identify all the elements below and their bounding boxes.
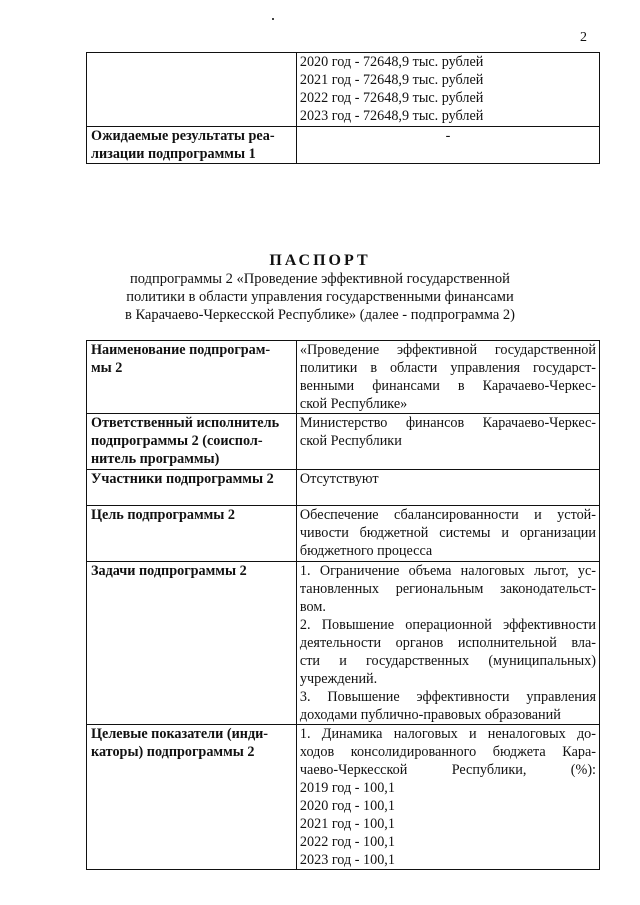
- table-row: [87, 414, 600, 470]
- row-label-line: Участники подпрограммы 2: [91, 471, 274, 487]
- row-value-line: 1. Ограничение объема налоговых льгот, ус-: [299, 563, 596, 579]
- row-label-line: Ответственный исполнитель: [91, 415, 280, 431]
- row-value-line: учреждений.: [299, 671, 378, 687]
- row-value-line: 2. Повышение операционной эффективности: [299, 617, 596, 633]
- passport-subtitle: подпрограммы 2 «Проведение эффективной государственной политики в области управления государственными финансами в Карачаево-Черкесской Республике» (далее - подпрограмма 2): [124, 271, 516, 323]
- row-value-line: тановленных региональным законодательст-: [299, 581, 596, 597]
- row-label-line: нитель программы): [91, 451, 220, 467]
- row-label: [87, 506, 297, 562]
- row-label-line: Цель подпрограммы 2: [91, 507, 236, 523]
- row-value: [296, 470, 599, 506]
- row-value-line: 2019 год - 100,1: [299, 780, 395, 796]
- row-value-line: 3. Повышение эффективности управления: [299, 689, 596, 705]
- row-value-line: чаево-Черкесской Республики, (%):: [299, 762, 596, 778]
- row-value-line: 1. Динамика налоговых и неналоговых до-: [299, 726, 596, 742]
- table-row: [87, 725, 600, 870]
- row-value: [296, 562, 599, 725]
- funding-continuation-table: [86, 52, 600, 164]
- passport-table-body: [87, 341, 600, 870]
- funding-line: 2023 год - 72648,9 тыс. рублей: [299, 108, 484, 124]
- row-value-line: деятельности органов исполнительной вла-: [299, 635, 596, 651]
- row-label: [87, 725, 297, 870]
- passport-table: [86, 340, 600, 870]
- table-row: [87, 53, 600, 127]
- row-label-line: подпрограммы 2 (соиспол-: [91, 433, 263, 449]
- row-label: [87, 414, 297, 470]
- row-label-line: каторы) подпрограммы 2: [91, 744, 255, 760]
- row-label: [87, 562, 297, 725]
- row-value-line: 2022 год - 100,1: [299, 834, 395, 850]
- row-value-line: 2021 год - 100,1: [299, 816, 395, 832]
- row-value-line: Отсутствуют: [299, 471, 379, 487]
- row-label-line: Целевые показатели (инди-: [91, 726, 269, 742]
- row-value-line: ской Республике»: [299, 396, 408, 412]
- row-value-line: ской Республики: [299, 433, 402, 449]
- table-row: [87, 127, 600, 164]
- table-cell-empty: [87, 53, 297, 127]
- row-value-line: ходов консолидированного бюджета Кара-: [299, 744, 596, 760]
- funding-line: 2020 год - 72648,9 тыс. рублей: [299, 54, 484, 70]
- row-value-line: 2020 год - 100,1: [299, 798, 395, 814]
- row-value: [296, 414, 599, 470]
- funding-line: 2022 год - 72648,9 тыс. рублей: [299, 90, 484, 106]
- table-row: [87, 470, 600, 506]
- page-number: 2: [580, 30, 587, 45]
- table-row: [87, 506, 600, 562]
- passport-title: ПАСПОРТ: [269, 252, 371, 269]
- row-value: [296, 506, 599, 562]
- expected-results-value: -: [296, 127, 599, 164]
- row-value-line: чивости бюджетной системы и организации: [299, 525, 596, 541]
- funding-line: 2021 год - 72648,9 тыс. рублей: [299, 72, 484, 88]
- table-row: [87, 341, 600, 414]
- expected-results-label: Ожидаемые результаты реа- лизации подпрограммы 1: [87, 127, 297, 164]
- row-value-line: сти и государственных (муниципальных): [299, 653, 596, 669]
- row-value-line: Министерство финансов Карачаево-Черкес-: [299, 415, 596, 431]
- row-value-line: венными финансами в Карачаево-Черкес-: [299, 378, 596, 394]
- row-value-line: доходами публично-правовых образований: [299, 707, 561, 723]
- funding-lines-cell: [296, 53, 599, 127]
- scan-dot: [272, 18, 274, 20]
- row-label-line: Задачи подпрограммы 2: [91, 563, 247, 579]
- row-value-line: Обеспечение сбалансированности и устой-: [299, 507, 596, 523]
- row-value-line: бюджетного процесса: [299, 543, 433, 559]
- table-row: [87, 562, 600, 725]
- row-value: [296, 341, 599, 414]
- row-value: [296, 725, 599, 870]
- row-label-line: Наименование подпрограм-: [91, 342, 271, 358]
- row-label: [87, 470, 297, 506]
- row-value-line: вом.: [299, 599, 326, 615]
- row-label-line: мы 2: [91, 360, 123, 376]
- row-value-line: политики в области управления государст-: [299, 360, 596, 376]
- row-value-line: 2023 год - 100,1: [299, 852, 395, 868]
- row-value-line: «Проведение эффективной государственной: [299, 342, 596, 358]
- row-label: [87, 341, 297, 414]
